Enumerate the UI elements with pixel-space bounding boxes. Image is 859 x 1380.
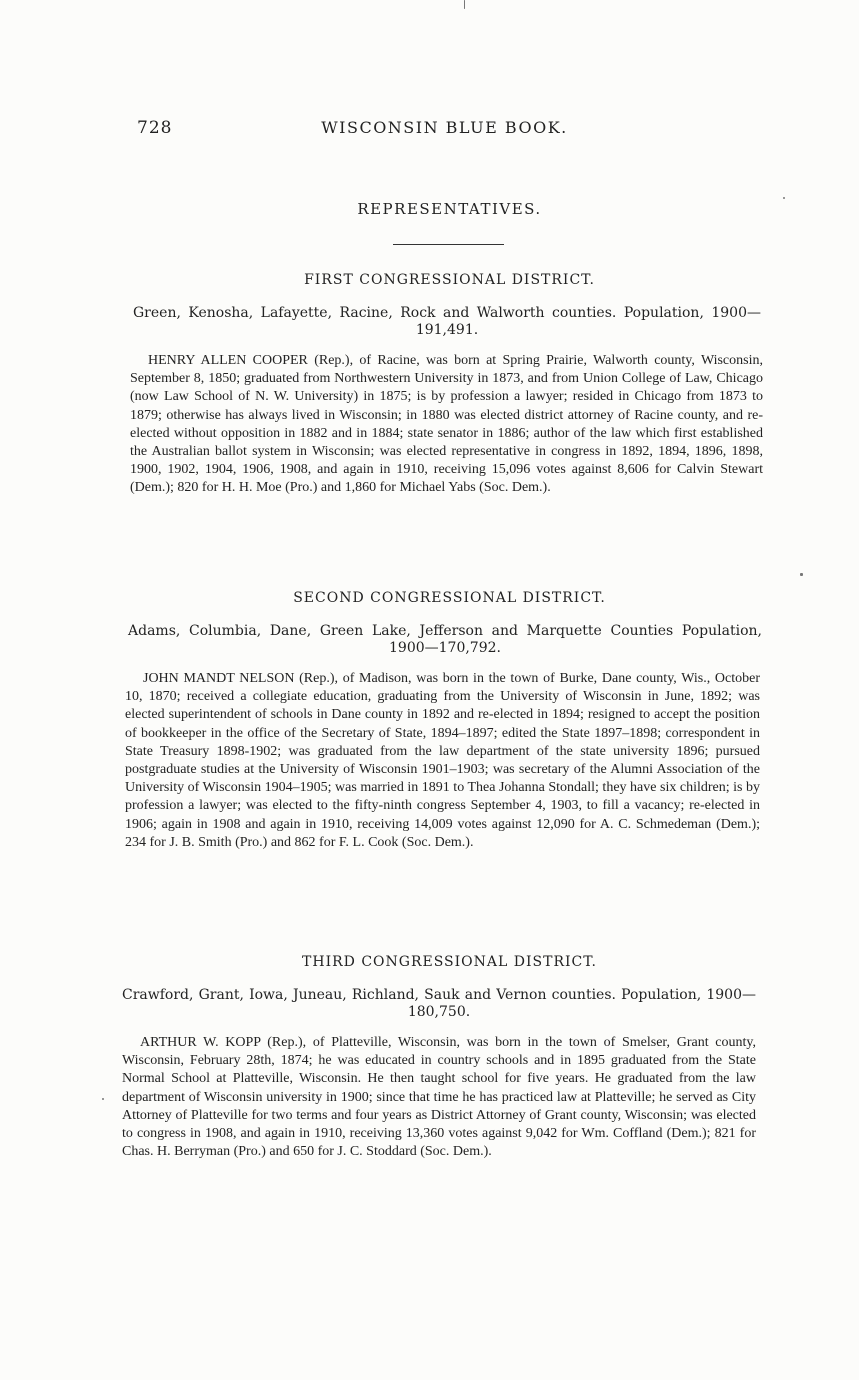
page-header bbox=[0, 118, 859, 142]
biography-second: JOHN MANDT NELSON (Rep.), of Madison, was born in the town of Burke, Dane county, Wis., October 10, 1870; received a collegiate education, graduating from the University of Wisconsin in June, 1892; was elected superintendent of schools in Dane county in 1892 and re-elected in 1894; resigned to accept the position of bookkeeper in the office of the Secretary of State, 1894–1897; edited the State 1897–1898; correspondent in State Treasury 1898-1902; was graduated from the law department of the state university 1896; pursued postgraduate studies at the University of Wisconsin 1901–1903; was secretary of the Alumni Association of the University of Wisconsin 1904–1905; was married in 1891 to Thea Johanna Stondall; they have six children; is by profession a lawyer; was elected to the fifty-ninth congress September 4, 1903, to fill a vacancy; re-elected in 1906; again in 1908 and again in 1910, receiving 14,009 votes against 12,090 for A. C. Schmedeman (Dem.); 234 for J. B. Smith (Pro.) and 862 for F. L. Cook (Soc. Dem.). bbox=[125, 671, 760, 850]
district-counties-second: Adams, Columbia, Dane, Green Lake, Jefferson and Marquette Counties Population, 1900—170,792. bbox=[128, 623, 762, 656]
biography-first: HENRY ALLEN COOPER (Rep.), of Racine, was born at Spring Prairie, Walworth county, Wisconsin, September 8, 1850; graduated from Northwestern University in 1873, and from Union College of Law, Chicago (now Law School of N. W. University) in 1875; is by profession a lawyer; resided in Chicago from 1873 to 1879; otherwise has always lived in Wisconsin; in 1880 was elected district attorney of Racine county, and re-elected without opposition in 1882 and in 1884; state senator in 1886; author of the law which first established the Australian ballot system in Wisconsin; was elected representative in congress in 1892, 1894, 1896, 1898, 1900, 1902, 1904, 1906, 1908, and again in 1910, receiving 15,096 votes against 8,606 for Calvin Stewart (Dem.); 820 for H. H. Moe (Pro.) and 1,860 for Michael Yabs (Soc. Dem.). bbox=[130, 353, 763, 496]
scan-speck bbox=[464, 0, 465, 9]
scan-speck bbox=[102, 1098, 104, 1100]
title-rule bbox=[393, 244, 504, 245]
running-title: WISCONSIN BLUE BOOK. bbox=[321, 118, 568, 137]
district-heading-first: FIRST CONGRESSIONAL DISTRICT. bbox=[304, 272, 595, 288]
page-number: 728 bbox=[137, 118, 173, 138]
district-heading-second: SECOND CONGRESSIONAL DISTRICT. bbox=[293, 590, 606, 606]
district-counties-third: Crawford, Grant, Iowa, Juneau, Richland, Sauk and Vernon counties. Population, 1900—180,750. bbox=[122, 987, 756, 1020]
district-counties-first: Green, Kenosha, Lafayette, Racine, Rock and Walworth counties. Population, 1900—191,491. bbox=[133, 305, 761, 338]
biography-third: ARTHUR W. KOPP (Rep.), of Platteville, Wisconsin, was born in the town of Smelser, Grant county, Wisconsin, February 28th, 1874; he was educated in country schools and in 1895 graduated from the State Normal School at Platteville, Wisconsin. He then taught school for five years. He graduated from the law department of Wisconsin university in 1900; since that time he has practiced law at Platteville; he served as City Attorney of Platteville for two terms and four years as District Attorney of Grant county, Wisconsin; was elected to congress in 1908, and again in 1910, receiving 13,360 votes against 9,042 for Wm. Coffland (Dem.); 821 for Chas. H. Berryman (Pro.) and 650 for J. C. Stoddard (Soc. Dem.). bbox=[122, 1035, 756, 1160]
section-title: REPRESENTATIVES. bbox=[357, 200, 542, 218]
district-heading-third: THIRD CONGRESSIONAL DISTRICT. bbox=[302, 954, 597, 970]
scan-speck bbox=[800, 573, 803, 576]
scan-speck bbox=[783, 197, 785, 199]
